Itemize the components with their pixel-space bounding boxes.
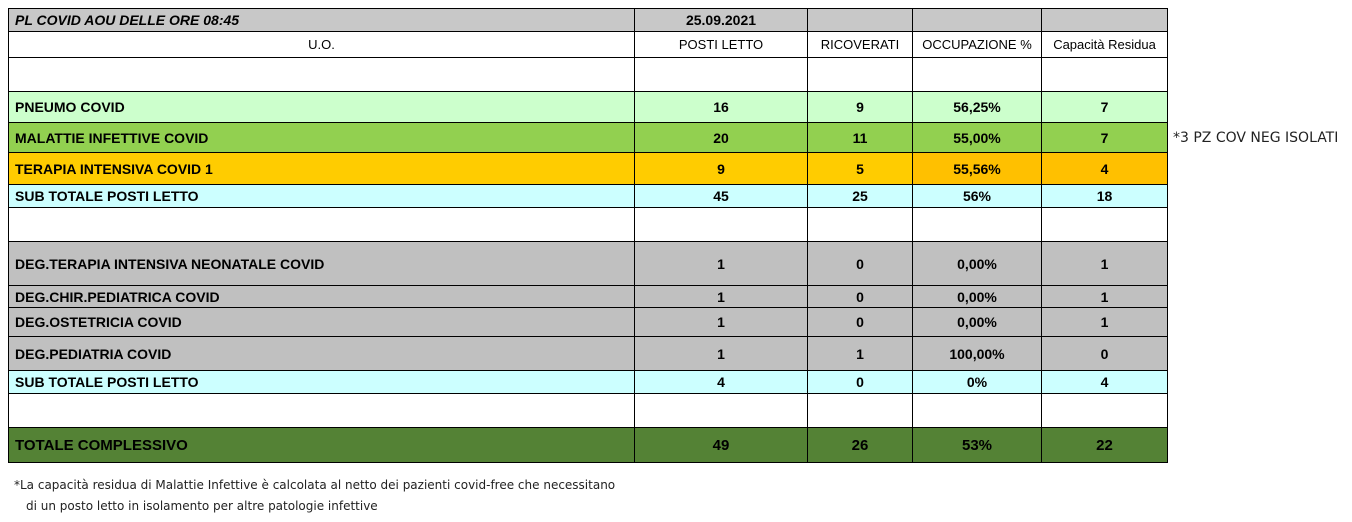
capacita-residua: 7 [1042,123,1168,153]
ricoverati: 11 [808,123,913,153]
capacita-residua: 4 [1042,153,1168,185]
posti-letto: 1 [635,308,808,337]
title-row [9,9,1168,32]
unit-name: MALATTIE INFETTIVE COVID [9,123,635,153]
report-title: PL COVID AOU DELLE ORE 08:45 [9,9,635,32]
col-header-uo: U.O. [9,32,635,58]
unit-name: TERAPIA INTENSIVA COVID 1 [9,153,635,185]
total-label: TOTALE COMPLESSIVO [9,428,635,463]
footnote-line-2: di un posto letto in isolamento per altre patologie infettive [26,499,378,513]
posti-letto: 20 [635,123,808,153]
capacita-residua: 22 [1042,428,1168,463]
ricoverati: 0 [808,242,913,286]
ricoverati: 0 [808,371,913,394]
unit-name: PNEUMO COVID [9,92,635,123]
ricoverati: 25 [808,185,913,208]
capacita-residua: 7 [1042,92,1168,123]
column-header-row [9,32,1168,58]
ricoverati: 9 [808,92,913,123]
ricoverati: 26 [808,428,913,463]
unit-name: DEG.PEDIATRIA COVID [9,337,635,371]
posti-letto: 1 [635,242,808,286]
posti-letto: 4 [635,371,808,394]
spacer-row [9,394,1168,428]
spacer-row [9,208,1168,242]
unit-name: DEG.CHIR.PEDIATRICA COVID [9,286,635,308]
col-header-ricoverati: RICOVERATI [808,32,913,58]
capacita-residua: 0 [1042,337,1168,371]
subtotal-label: SUB TOTALE POSTI LETTO [9,185,635,208]
ricoverati: 1 [808,337,913,371]
capacita-residua: 18 [1042,185,1168,208]
subtotal-row [9,185,1168,208]
table-row [9,123,1168,153]
ricoverati: 0 [808,286,913,308]
occupazione: 55,00% [913,123,1042,153]
occupazione: 56% [913,185,1042,208]
occupazione: 55,56% [913,153,1042,185]
ricoverati: 5 [808,153,913,185]
occupazione: 0,00% [913,286,1042,308]
spacer-row [9,58,1168,92]
ricoverati: 0 [808,308,913,337]
col-header-posti: POSTI LETTO [635,32,808,58]
posti-letto: 16 [635,92,808,123]
occupazione: 53% [913,428,1042,463]
table-row [9,337,1168,371]
footnote-line-1: *La capacità residua di Malattie Infettive è calcolata al netto dei pazienti covid-free che necessitano [14,478,616,492]
capacita-residua: 1 [1042,308,1168,337]
occupazione: 100,00% [913,337,1042,371]
posti-letto: 45 [635,185,808,208]
occupazione: 56,25% [913,92,1042,123]
table-row [9,92,1168,123]
capacita-residua: 1 [1042,286,1168,308]
posti-letto: 49 [635,428,808,463]
table-row [9,153,1168,185]
posti-letto: 1 [635,337,808,371]
subtotal-label: SUB TOTALE POSTI LETTO [9,371,635,394]
occupazione: 0,00% [913,308,1042,337]
unit-name: DEG.TERAPIA INTENSIVA NEONATALE COVID [9,242,635,286]
col-header-capacita: Capacità Residua [1042,32,1168,58]
posti-letto: 1 [635,286,808,308]
report-date: 25.09.2021 [635,9,808,32]
side-note: *3 PZ COV NEG ISOLATI [1173,130,1339,146]
col-header-occupazione: OCCUPAZIONE % [913,32,1042,58]
table-row [9,242,1168,286]
posti-letto: 9 [635,153,808,185]
total-row [9,428,1168,463]
occupazione: 0% [913,371,1042,394]
unit-name: DEG.OSTETRICIA COVID [9,308,635,337]
table-row [9,286,1168,308]
subtotal-row [9,371,1168,394]
table-row [9,308,1168,337]
covid-beds-table [8,8,1168,463]
capacita-residua: 1 [1042,242,1168,286]
occupazione: 0,00% [913,242,1042,286]
capacita-residua: 4 [1042,371,1168,394]
